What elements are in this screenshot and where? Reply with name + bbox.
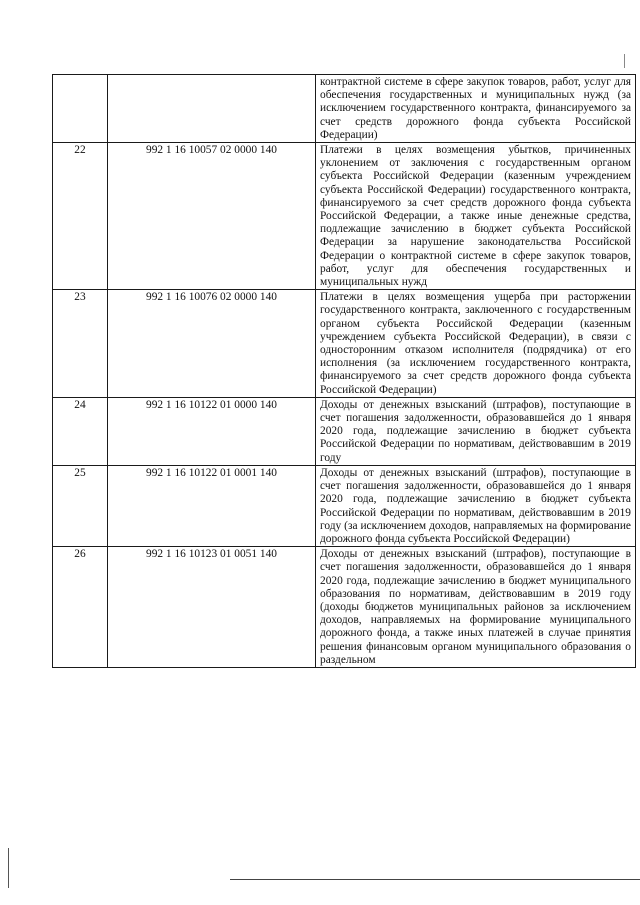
row-number: 24 [53, 397, 108, 465]
row-description: Доходы от денежных взысканий (штрафов), поступающие в счет погашения задолженности, образовавшейся до 1 января 2020 года, подлежащие зачислению в бюджет субъекта Российской Федерации по нормативам, действовавшим в 2019 году (за исключением доходов, направляемых на формирование дорожного фонда субъекта Российской Федерации) [320, 466, 631, 545]
budget-code: 992 1 16 10057 02 0000 140 [108, 143, 316, 290]
row-number: 22 [53, 143, 108, 290]
budget-codes-table [52, 74, 636, 668]
row-number: 23 [53, 290, 108, 398]
table-row [53, 397, 636, 465]
budget-code [108, 75, 316, 143]
scan-bottom-line [230, 879, 640, 880]
table-row [53, 75, 636, 143]
row-number: 25 [53, 465, 108, 546]
table-row [53, 547, 636, 668]
row-description: Доходы от денежных взысканий (штрафов), поступающие в счет погашения задолженности, образовавшейся до 1 января 2020 года, подлежащие зачислению в бюджет муниципального образования по нормативам, действовавшим в 2019 году (доходы бюджетов муниципальных районов за исключением доходов, направляемых на формирование муниципального дорожного фонда, а также иных платежей в случае принятия решения финансовым органом муниципального образования о раздельном [320, 548, 631, 666]
budget-code: 992 1 16 10122 01 0000 140 [108, 397, 316, 465]
row-number: 26 [53, 547, 108, 668]
table-row [53, 465, 636, 546]
budget-code: 992 1 16 10122 01 0001 140 [108, 465, 316, 546]
table-row [53, 290, 636, 398]
budget-code: 992 1 16 10076 02 0000 140 [108, 290, 316, 398]
row-description: Доходы от денежных взысканий (штрафов), поступающие в счет погашения задолженности, образовавшейся до 1 января 2020 года, подлежащие зачислению в бюджет субъекта Российской Федерации по нормативам, действовавшим в 2019 году [320, 398, 631, 464]
scan-margin-mark-right [624, 54, 625, 68]
scan-margin-mark-left [8, 848, 9, 888]
row-description: Платежи в целях возмещения убытков, причиненных уклонением от заключения с государственным органом субъекта Российской Федерации (казенным учреждением субъекта Российской Федерации) государственного контракта, финансируемого за счет средств дорожного фонда субъекта Российской Федерации, а также иные денежные средства, подлежащие зачислению в бюджет субъекта Российской Федерации за нарушение законодательства Российской Федерации о контрактной системе в сфере закупок товаров, работ, услуг для обеспечения государственных и муниципальных нужд [320, 144, 631, 289]
row-number [53, 75, 108, 143]
table-row [53, 143, 636, 290]
budget-code: 992 1 16 10123 01 0051 140 [108, 547, 316, 668]
row-description: Платежи в целях возмещения ущерба при расторжении государственного контракта, заключенного с государственным органом субъекта Российской Федерации (казенным учреждением субъекта Российской Федерации), в связи с односторонним отказом исполнителя (подрядчика) от его исполнения (за исключением государственного контракта, финансируемого за счет средств дорожного фонда субъекта Российской Федерации) [320, 291, 631, 396]
row-description: контрактной системе в сфере закупок товаров, работ, услуг для обеспечения государственных и муниципальных нужд (за исключением государственного контракта, финансируемого за счет средств дорожного фонда субъекта Российской Федерации) [320, 76, 631, 141]
